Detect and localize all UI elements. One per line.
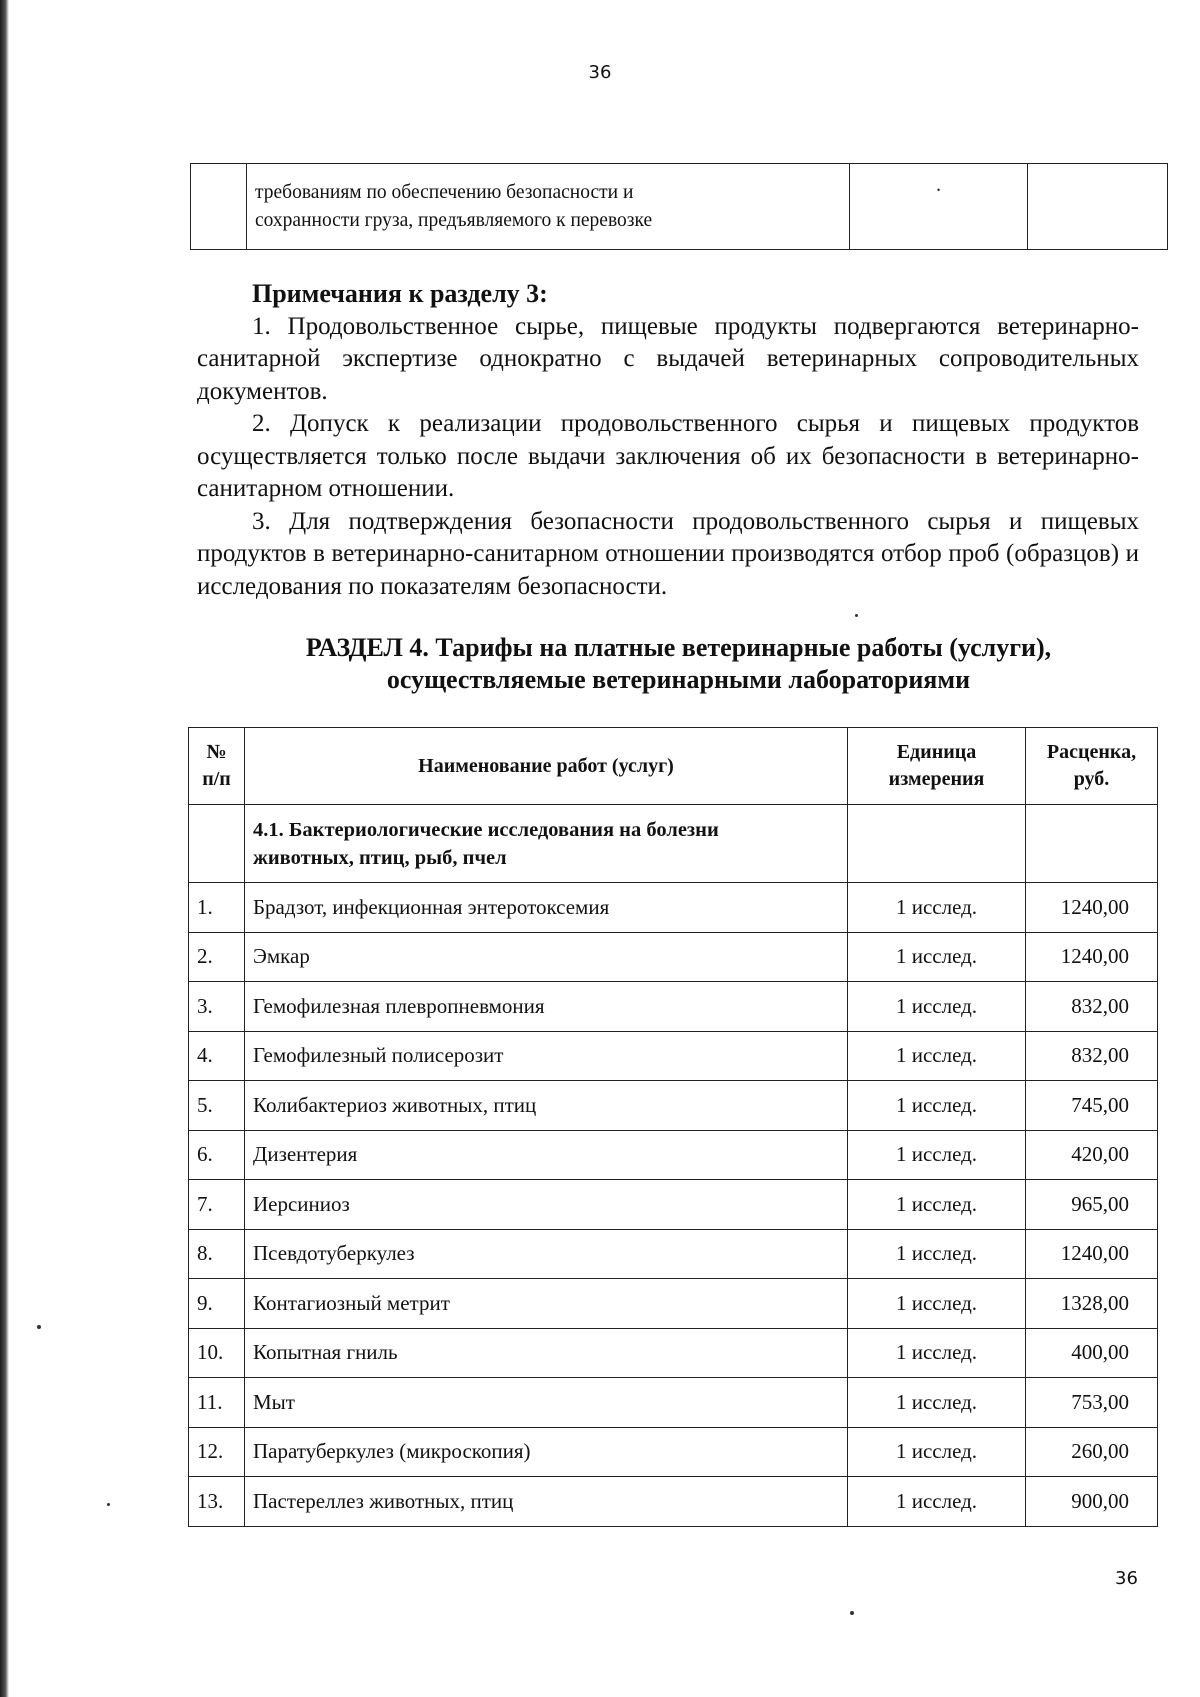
table-row (189, 1081, 1158, 1131)
table-cell-price: 832,00 (1026, 982, 1158, 1032)
table-cell-name: Дизентерия (245, 1130, 848, 1180)
table-cell-unit: 1 исслед. (848, 1229, 1026, 1279)
table-cell-name: Гемофилезная плевропневмония (245, 982, 848, 1032)
scan-speck (107, 1503, 110, 1506)
table-cell-unit: 1 исслед. (848, 932, 1026, 982)
table-cell-name: Гемофилезный полисерозит (245, 1031, 848, 1081)
header-text: № (206, 741, 227, 763)
table-cell-num: 5. (189, 1081, 245, 1131)
section4-title-line: осуществляемые ветеринарными лабораториями (386, 665, 971, 694)
tariff-table (188, 727, 1158, 1527)
header-name: Наименование работ (услуг) (245, 728, 848, 805)
header-unit (848, 728, 1026, 805)
scan-speck (37, 1325, 41, 1329)
table-cell-name: Эмкар (245, 932, 848, 982)
table-row (189, 1130, 1158, 1180)
table-cell-name (247, 164, 850, 250)
table-cell-num: 9. (189, 1279, 245, 1329)
page-number-top: 36 (588, 62, 612, 83)
table-row (189, 932, 1158, 982)
table-row (189, 1180, 1158, 1230)
table-row (191, 164, 1168, 250)
section4-title (190, 632, 1167, 696)
table-cell-price: 753,00 (1026, 1378, 1158, 1428)
table-cell-unit: 1 исслед. (848, 1477, 1026, 1527)
note-item: 3. Для подтверждения безопасности продовольственного сырья и пищевых продуктов в ветеринарно-санитарном отношении производятся отбор проб (образцов) и исследования по показателям безопасности. (197, 507, 1139, 600)
stray-mark: . (936, 175, 941, 196)
header-price (1026, 728, 1158, 805)
section4-title-line: РАЗДЕЛ 4. Тарифы на платные ветеринарные работы (услуги), (305, 633, 1052, 662)
table-row (189, 883, 1158, 933)
table-cell-price (1026, 805, 1158, 883)
notes-title: Примечания к разделу 3: (252, 279, 548, 308)
table-cell-num: 1. (189, 883, 245, 933)
table-cell-price: 745,00 (1026, 1081, 1158, 1131)
table-cell-num: 6. (189, 1130, 245, 1180)
table-cell-num: 10. (189, 1328, 245, 1378)
header-text: Расценка, (1046, 741, 1137, 763)
table-cell-num: 8. (189, 1229, 245, 1279)
table-cell-name: Мыт (245, 1378, 848, 1428)
page-number-bottom: 36 (1115, 1568, 1138, 1589)
table-cell-unit: 1 исслед. (848, 1081, 1026, 1131)
table-cell-unit: 1 исслед. (848, 982, 1026, 1032)
table-cell-price: 1240,00 (1026, 932, 1158, 982)
table-cell-price (1028, 164, 1168, 250)
table-cell-name: Брадзот, инфекционная энтеротоксемия (245, 883, 848, 933)
cell-text-line: требованиям по обеспечению безопасности и (255, 181, 634, 203)
continued-table (190, 163, 1168, 250)
section3-notes (197, 278, 1139, 603)
table-row (189, 1279, 1158, 1329)
scan-page-edge (0, 0, 9, 1697)
note-item: 1. Продовольственное сырье, пищевые продукты подвергаются ветеринарно-санитарной экспертизе однократно с выдачей ветеринарных сопроводительных документов. (197, 312, 1139, 405)
table-cell-num: 3. (189, 982, 245, 1032)
table-cell-num (189, 805, 245, 883)
table-cell-price: 965,00 (1026, 1180, 1158, 1230)
table-cell-price: 1328,00 (1026, 1279, 1158, 1329)
table-row (189, 1031, 1158, 1081)
table-cell-name: Копытная гниль (245, 1328, 848, 1378)
table-cell-name: Колибактериоз животных, птиц (245, 1081, 848, 1131)
scan-speck (850, 1611, 854, 1615)
table-cell-num: 2. (189, 932, 245, 982)
header-text: Единица (896, 741, 977, 763)
scan-speck (855, 614, 858, 617)
table-cell-unit (850, 164, 1028, 250)
table-cell-num: 12. (189, 1427, 245, 1477)
note-item: 2. Допуск к реализации продовольственного сырья и пищевых продуктов осуществляется только после выдачи заключения об их безопасности в ветеринарно-санитарном отношении. (197, 410, 1139, 502)
table-cell-price: 1240,00 (1026, 1229, 1158, 1279)
table-header-row (189, 728, 1158, 805)
table-row (189, 982, 1158, 1032)
table-row (189, 1328, 1158, 1378)
table-cell-unit: 1 исслед. (848, 883, 1026, 933)
table-row (189, 1477, 1158, 1527)
table-cell-num: 11. (189, 1378, 245, 1428)
table-cell-price: 1240,00 (1026, 883, 1158, 933)
table-cell-price: 260,00 (1026, 1427, 1158, 1477)
subheading-row (189, 805, 1158, 883)
subheading-text: 4.1. Бактериологические исследования на болезни (253, 818, 719, 841)
table-cell-unit: 1 исслед. (848, 1279, 1026, 1329)
cell-text-line: сохранности груза, предъявляемого к перевозке (255, 209, 653, 231)
subheading-cell (245, 805, 848, 883)
table-cell-name: Паратуберкулез (микроскопия) (245, 1427, 848, 1477)
table-cell-name: Пастереллез животных, птиц (245, 1477, 848, 1527)
table-row (189, 1229, 1158, 1279)
table-cell-num: 4. (189, 1031, 245, 1081)
header-num (189, 728, 245, 805)
table-cell-unit: 1 исслед. (848, 1130, 1026, 1180)
table-cell-name: Контагиозный метрит (245, 1279, 848, 1329)
subheading-text: животных, птиц, рыб, пчел (253, 846, 507, 869)
table-cell-unit (848, 805, 1026, 883)
table-cell-unit: 1 исслед. (848, 1427, 1026, 1477)
header-text: руб. (1073, 768, 1110, 790)
table-cell-unit: 1 исслед. (848, 1328, 1026, 1378)
table-cell-unit: 1 исслед. (848, 1378, 1026, 1428)
table-cell-unit: 1 исслед. (848, 1031, 1026, 1081)
table-cell-name: Псевдотуберкулез (245, 1229, 848, 1279)
table-cell-price: 420,00 (1026, 1130, 1158, 1180)
table-cell-name: Иерсиниоз (245, 1180, 848, 1230)
table-cell-num: 13. (189, 1477, 245, 1527)
table-cell-unit: 1 исслед. (848, 1180, 1026, 1230)
table-row (189, 1427, 1158, 1477)
header-text: п/п (202, 768, 231, 790)
header-text: измерения (888, 768, 985, 790)
table-cell-num: 7. (189, 1180, 245, 1230)
table-cell-price: 832,00 (1026, 1031, 1158, 1081)
table-cell-price: 900,00 (1026, 1477, 1158, 1527)
table-cell-num (191, 164, 247, 250)
table-cell-price: 400,00 (1026, 1328, 1158, 1378)
table-row (189, 1378, 1158, 1428)
